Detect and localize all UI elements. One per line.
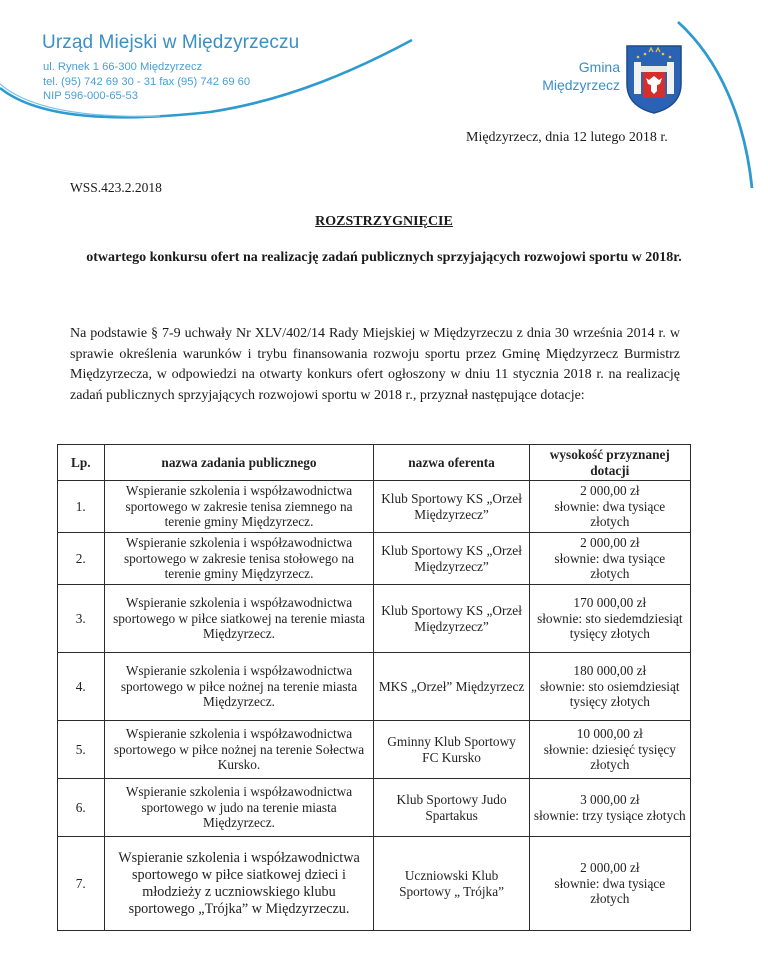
org-name: Urząd Miejski w Międzyrzeczu	[42, 32, 300, 53]
document-title: ROZSTRZYGNIĘCIE	[315, 214, 453, 229]
cell-lp: 2.	[58, 533, 105, 585]
cell-org: Uczniowski Klub Sportowy „ Trójka”	[374, 837, 529, 931]
cell-amount	[529, 721, 690, 779]
cell-task: Wspieranie szkolenia i współzawodnictwa sportowego w piłce nożnej na terenie miasta Międzyrzecz.	[104, 653, 374, 721]
table-row	[58, 837, 691, 931]
amount-words: słownie: trzy tysiące złotych	[533, 807, 686, 823]
document-date: Międzyrzecz, dnia 12 lutego 2018 r.	[466, 130, 668, 145]
amount-words: słownie: sto siedemdziesiąt tysięcy złotych	[537, 610, 683, 642]
cell-org: Klub Sportowy Judo Spartakus	[374, 779, 529, 837]
cell-amount	[529, 585, 690, 653]
amount-value: 10 000,00 zł	[576, 726, 643, 742]
header-amount: wysokość przyznanej dotacji	[529, 445, 690, 481]
gmina-label	[530, 58, 620, 94]
nip-line: NIP 596-000-65-53	[43, 90, 138, 102]
grants-table	[57, 444, 691, 931]
table-header-row	[58, 445, 691, 481]
cell-task: Wspieranie szkolenia i współzawodnictwa sportowego w zakresie tenisa ziemnego na terenie gminy Międzyrzecz.	[104, 481, 374, 533]
cell-lp: 1.	[58, 481, 105, 533]
table-row	[58, 779, 691, 837]
gmina-name-line: Międzyrzecz	[542, 77, 620, 93]
amount-words: słownie: dwa tysiące złotych	[554, 550, 666, 582]
cell-lp: 7.	[58, 837, 105, 931]
table-row	[58, 481, 691, 533]
amount-words: słownie: dwa tysiące złotych	[554, 875, 666, 907]
gmina-line: Gmina	[578, 59, 620, 75]
amount-value: 180 000,00 zł	[573, 663, 647, 679]
table-row	[58, 721, 691, 779]
cell-task: Wspieranie szkolenia i współzawodnictwa sportowego w piłce siatkowej dzieci i młodzieży z uczniowskiego klubu sportowego „Trójka” w Międzyrzeczu.	[104, 837, 374, 931]
cell-lp: 4.	[58, 653, 105, 721]
table-row	[58, 585, 691, 653]
cell-lp: 6.	[58, 779, 105, 837]
amount-value: 2 000,00 zł	[580, 860, 640, 876]
table-row	[58, 653, 691, 721]
cell-lp: 5.	[58, 721, 105, 779]
address-line: ul. Rynek 1 66-300 Międzyrzecz	[43, 61, 203, 73]
cell-task: Wspieranie szkolenia i współzawodnictwa sportowego w zakresie tenisa stołowego na terenie gminy Międzyrzecz.	[104, 533, 374, 585]
amount-value: 2 000,00 zł	[580, 535, 640, 551]
amount-value: 170 000,00 zł	[573, 595, 647, 611]
cell-amount	[529, 653, 690, 721]
cell-amount	[529, 779, 690, 837]
cell-task: Wspieranie szkolenia i współzawodnictwa sportowego w piłce siatkowej na terenie miasta Międzyrzecz.	[104, 585, 374, 653]
header-lp: Lp.	[58, 445, 105, 481]
amount-words: słownie: dwa tysiące złotych	[554, 498, 666, 530]
cell-task: Wspieranie szkolenia i współzawodnictwa sportowego w piłce nożnej na terenie Sołectwa Kursko.	[104, 721, 374, 779]
cell-org: Klub Sportowy KS „Orzeł Międzyrzecz”	[374, 481, 529, 533]
cell-org: MKS „Orzeł” Międzyrzecz	[374, 653, 529, 721]
document-body: Na podstawie § 7-9 uchwały Nr XLV/402/14 Rady Miejskiej w Międzyrzeczu z dnia 30 września 2014 r. w sprawie określenia warunków i trybu finansowania rozwoju sportu przez Gminę Międzyrzecz Burmistrz Międzyrzecza, w odpowiedzi na otwarty konkurs ofert ogłoszony w dniu 11 stycznia 2018 r. na realizację zadań publicznych sprzyjających rozwojowi sportu w 2018 r., przyznał następujące dotacje:	[70, 326, 680, 403]
header-org: nazwa oferenta	[374, 445, 529, 481]
cell-task: Wspieranie szkolenia i współzawodnictwa sportowego w judo na terenie miasta Międzyrzecz.	[104, 779, 374, 837]
amount-value: 3 000,00 zł	[580, 791, 640, 807]
coat-of-arms-icon	[625, 44, 683, 114]
document-subtitle: otwartego konkursu ofert na realizację zadań publicznych sprzyjających rozwojowi sportu w 2018r.	[86, 250, 682, 265]
cell-lp: 3.	[58, 585, 105, 653]
cell-org: Klub Sportowy KS „Orzeł Międzyrzecz”	[374, 533, 529, 585]
cell-org: Gminny Klub Sportowy FC Kursko	[374, 721, 529, 779]
cell-amount	[529, 481, 690, 533]
amount-value: 2 000,00 zł	[580, 483, 640, 499]
cell-amount	[529, 837, 690, 931]
amount-words: słownie: sto osiemdziesiąt tysięcy złotych	[540, 678, 680, 710]
reference-number: WSS.423.2.2018	[70, 180, 162, 195]
cell-amount	[529, 533, 690, 585]
org-address	[43, 60, 250, 104]
cell-org: Klub Sportowy KS „Orzeł Międzyrzecz”	[374, 585, 529, 653]
header-task: nazwa zadania publicznego	[104, 445, 374, 481]
amount-words: słownie: dziesięć tysięcy złotych	[543, 741, 676, 773]
phone-line: tel. (95) 742 69 30 - 31 fax (95) 742 69 60	[43, 75, 251, 88]
table-row	[58, 533, 691, 585]
